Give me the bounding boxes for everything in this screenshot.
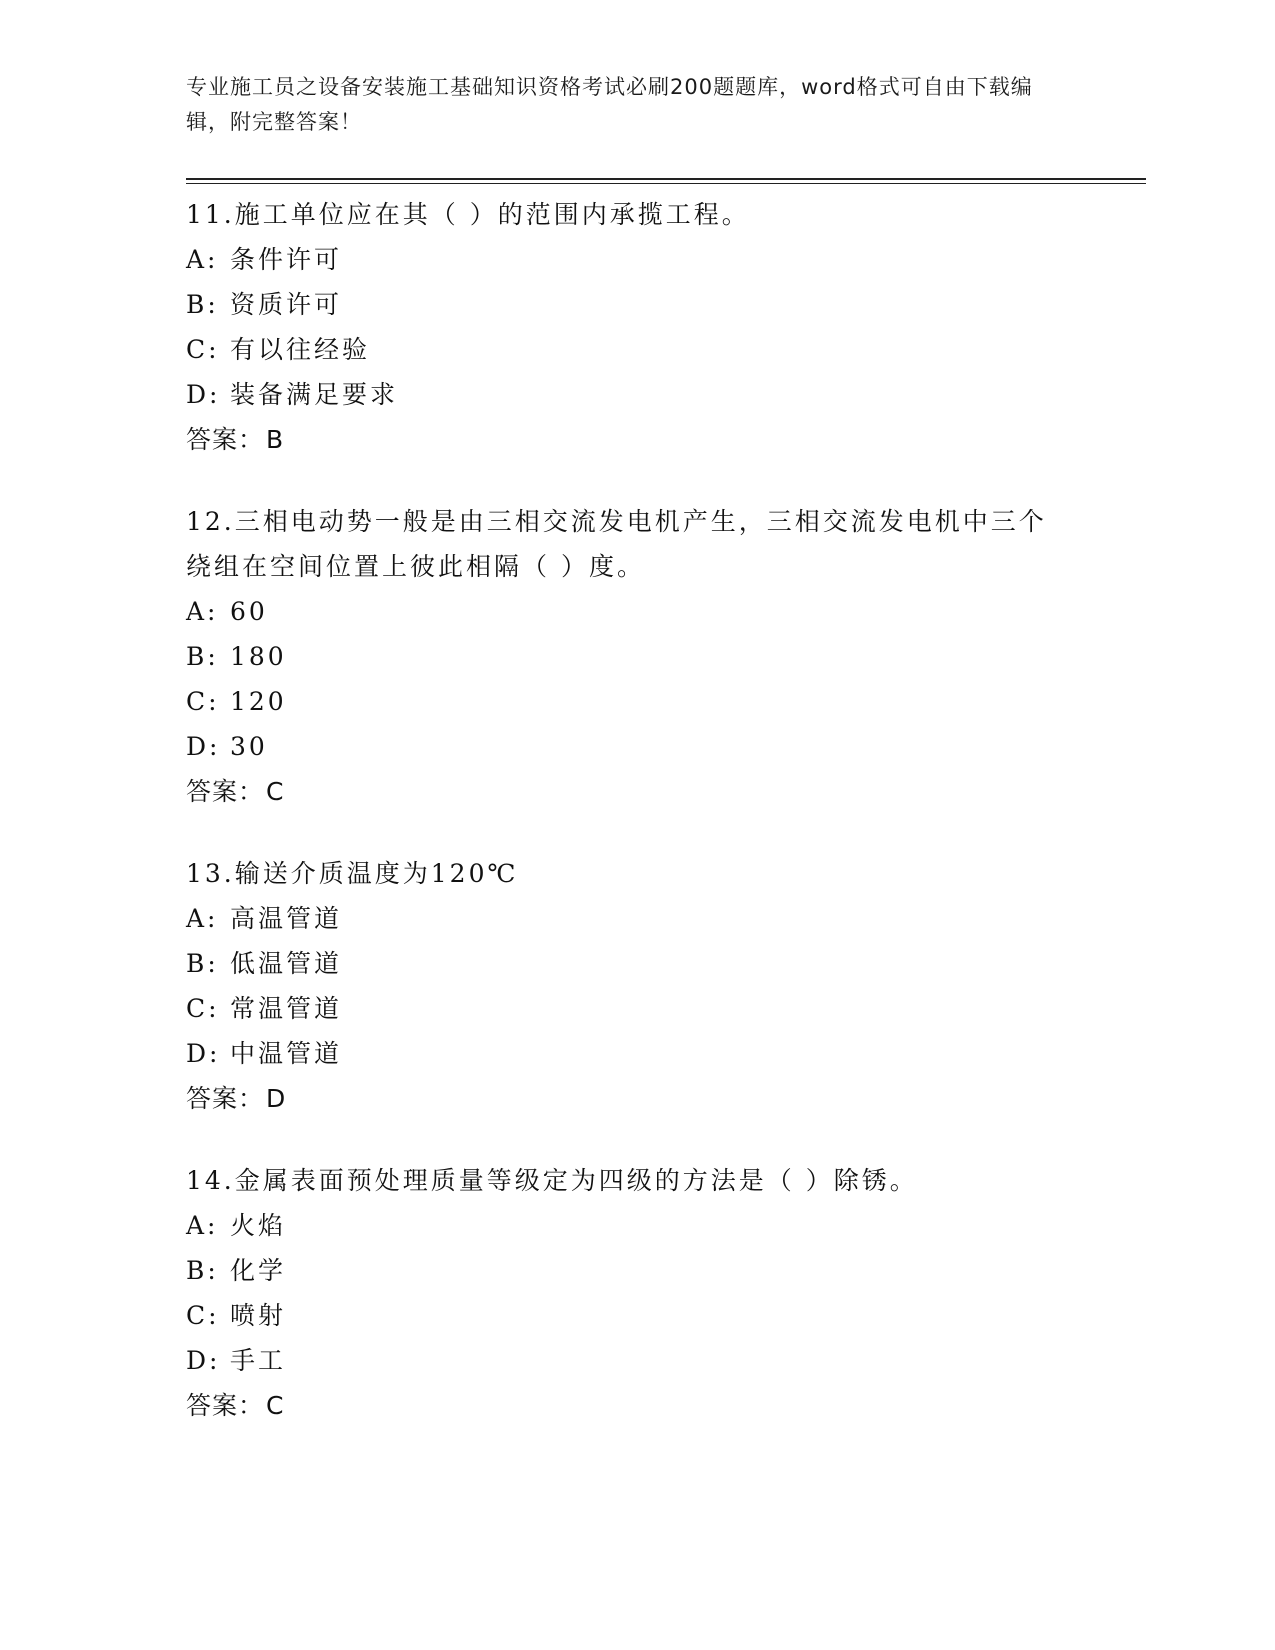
option-text: 有以往经验 xyxy=(230,335,371,364)
option-letter: A: xyxy=(186,1211,219,1240)
answer-line xyxy=(186,1076,1146,1121)
option-letter: B: xyxy=(186,1256,219,1285)
question-item xyxy=(186,499,1146,814)
option-letter: A: xyxy=(186,904,219,933)
answer-value: B xyxy=(266,425,285,454)
option-b xyxy=(186,1248,1146,1293)
option-a xyxy=(186,1203,1146,1248)
option-letter: C: xyxy=(186,994,220,1023)
option-text: 高温管道 xyxy=(230,904,343,933)
option-d xyxy=(186,372,1146,417)
option-d xyxy=(186,724,1146,769)
option-text: 30 xyxy=(230,732,268,761)
option-text: 条件许可 xyxy=(230,245,343,274)
option-letter: A: xyxy=(186,245,219,274)
option-c xyxy=(186,679,1146,724)
option-letter: C: xyxy=(186,1301,220,1330)
question-item xyxy=(186,1158,1146,1428)
option-text: 180 xyxy=(230,642,287,671)
answer-label: 答案： xyxy=(186,777,265,806)
option-c xyxy=(186,1293,1146,1338)
header-divider xyxy=(186,178,1146,184)
option-letter: B: xyxy=(186,642,219,671)
option-text: 火焰 xyxy=(230,1211,287,1240)
option-b xyxy=(186,941,1146,986)
option-letter: C: xyxy=(186,687,220,716)
answer-value: D xyxy=(266,1084,287,1113)
option-text: 资质许可 xyxy=(230,290,343,319)
answer-label: 答案： xyxy=(186,425,265,454)
answer-label: 答案： xyxy=(186,1391,265,1420)
option-text: 喷射 xyxy=(230,1301,287,1330)
option-a xyxy=(186,589,1146,634)
question-stem: 14.金属表面预处理质量等级定为四级的方法是（ ）除锈。 xyxy=(186,1166,918,1195)
option-b xyxy=(186,634,1146,679)
option-a xyxy=(186,896,1146,941)
option-d xyxy=(186,1338,1146,1383)
option-letter: A: xyxy=(186,597,219,626)
option-text: 化学 xyxy=(230,1256,287,1285)
option-letter: D: xyxy=(186,1346,221,1375)
document-page xyxy=(186,70,1146,1465)
question-stem: 11.施工单位应在其（ ）的范围内承揽工程。 xyxy=(186,200,750,229)
question-stem: 12.三相电动势一般是由三相交流发电机产生，三相交流发电机中三个绕组在空间位置上彼此相隔（ ）度。 xyxy=(186,507,1047,581)
question-item xyxy=(186,851,1146,1121)
option-letter: D: xyxy=(186,380,221,409)
option-text: 装备满足要求 xyxy=(230,380,399,409)
option-text: 120 xyxy=(230,687,287,716)
option-letter: B: xyxy=(186,290,219,319)
document-header: 专业施工员之设备安装施工基础知识资格考试必刷200题题库，word格式可自由下载编辑，附完整答案！ xyxy=(186,75,1033,134)
answer-label: 答案： xyxy=(186,1084,265,1113)
option-text: 常温管道 xyxy=(230,994,343,1023)
option-c xyxy=(186,986,1146,1031)
question-item xyxy=(186,192,1146,462)
option-letter: D: xyxy=(186,1039,221,1068)
answer-line xyxy=(186,417,1146,462)
answer-value: C xyxy=(266,777,285,806)
option-text: 低温管道 xyxy=(230,949,343,978)
option-d xyxy=(186,1031,1146,1076)
option-b xyxy=(186,282,1146,327)
answer-line xyxy=(186,769,1146,814)
answer-line xyxy=(186,1383,1146,1428)
answer-value: C xyxy=(266,1391,285,1420)
option-letter: C: xyxy=(186,335,220,364)
option-c xyxy=(186,327,1146,372)
option-letter: B: xyxy=(186,949,219,978)
option-text: 手工 xyxy=(230,1346,287,1375)
option-text: 60 xyxy=(230,597,268,626)
question-list xyxy=(186,192,1146,1428)
option-text: 中温管道 xyxy=(230,1039,343,1068)
question-stem: 13.输送介质温度为120℃ xyxy=(186,859,519,888)
option-a xyxy=(186,237,1146,282)
option-letter: D: xyxy=(186,732,221,761)
